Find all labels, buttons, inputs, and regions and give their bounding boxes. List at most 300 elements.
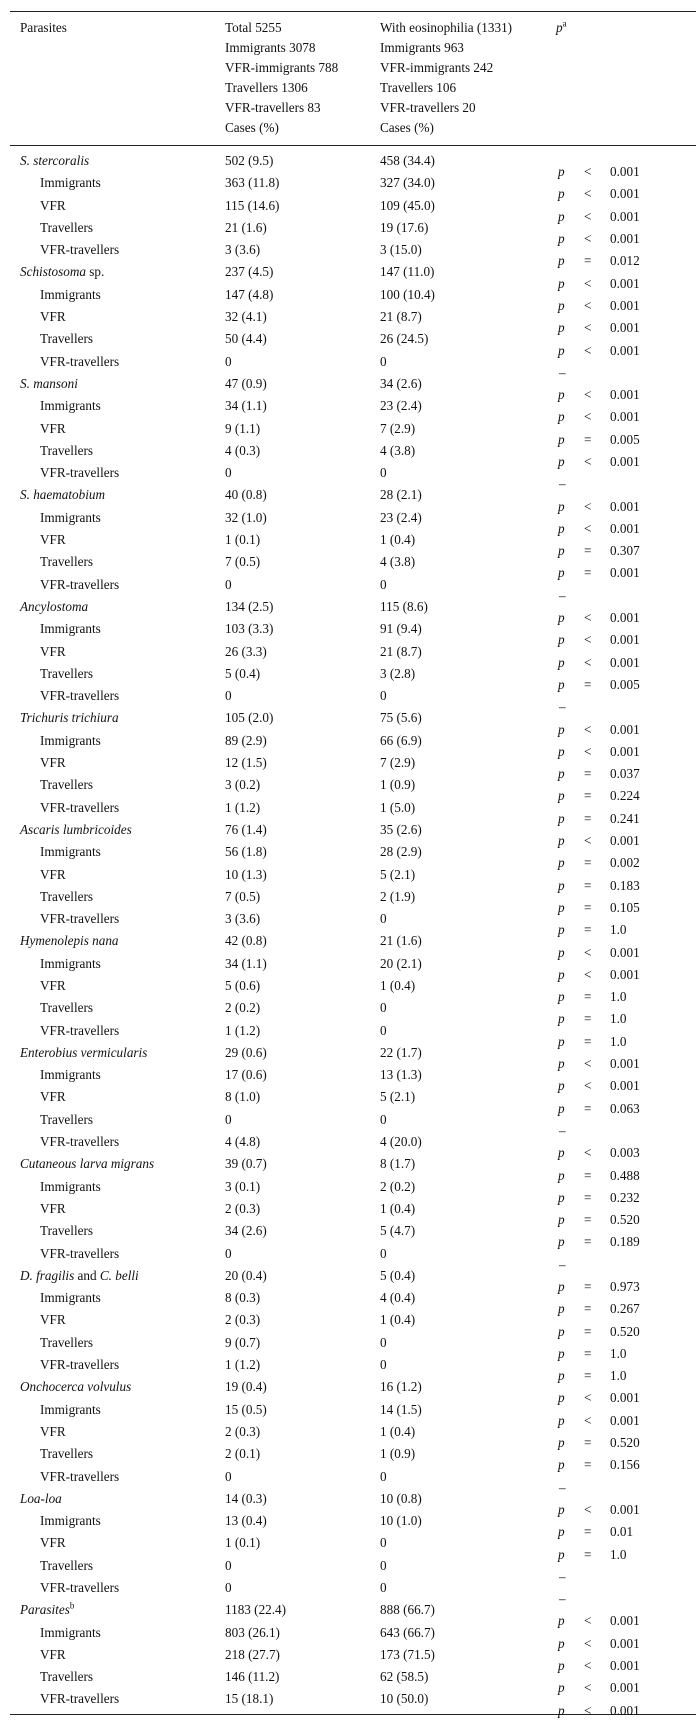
subgroup-name: Immigrants xyxy=(40,1067,101,1083)
p-number: 0.001 xyxy=(610,231,640,247)
parasite-name-cell xyxy=(10,1020,225,1042)
p-symbol: p xyxy=(558,743,565,759)
table-row xyxy=(10,1109,696,1131)
table-group-row xyxy=(10,373,696,395)
eosinophilia-cases-cell: 173 (71.5) xyxy=(380,1646,435,1662)
total-cases-cell: 40 (0.8) xyxy=(225,487,267,503)
p-number: 0.241 xyxy=(610,810,640,826)
parasite-name-cell xyxy=(10,1086,225,1108)
subgroup-name: VFR xyxy=(40,977,66,993)
p-symbol: p xyxy=(558,676,565,692)
parasite-name-cell xyxy=(10,1421,225,1443)
parasite-name-cell xyxy=(10,239,225,261)
p-symbol: p xyxy=(558,1100,565,1116)
p-value-cell xyxy=(556,328,696,358)
eosinophilia-cases-cell: 28 (2.1) xyxy=(380,487,422,503)
table-row xyxy=(10,886,696,908)
eosinophilia-cases-cell: 7 (2.9) xyxy=(380,420,416,436)
p-value-na: – xyxy=(559,587,566,603)
p-value-cell xyxy=(556,1421,696,1451)
p-symbol: p xyxy=(558,208,565,224)
p-value-cell xyxy=(556,172,696,202)
p-value-cell xyxy=(556,864,696,893)
total-cases-cell: 15 (0.5) xyxy=(225,1401,267,1417)
p-operator: < xyxy=(584,1412,592,1428)
total-cases-cell: 47 (0.9) xyxy=(225,375,267,391)
eosinophilia-cases-cell: 0 xyxy=(380,576,387,592)
table-row xyxy=(10,239,696,261)
parasite-name-cell xyxy=(10,841,225,863)
p-value-cell xyxy=(556,819,696,849)
table-row xyxy=(10,1443,696,1465)
p-number: 0.001 xyxy=(610,1412,640,1428)
p-symbol: p xyxy=(558,543,565,559)
p-value-cell xyxy=(556,1599,696,1629)
total-cases-cell: 1 (1.2) xyxy=(225,1357,261,1373)
eosinophilia-cases-cell: 2 (1.9) xyxy=(380,888,416,904)
parasite-name-cell xyxy=(10,685,225,707)
p-value-cell xyxy=(556,752,696,782)
subgroup-name: VFR xyxy=(40,1646,66,1662)
eosinophilia-cases-cell: 16 (1.2) xyxy=(380,1379,422,1395)
total-cases-cell: 0 xyxy=(225,1580,232,1595)
table-row xyxy=(10,1399,696,1421)
p-value-cell xyxy=(556,306,696,336)
parasite-name-cell xyxy=(10,1599,225,1621)
header-row xyxy=(10,12,696,146)
p-number: 0.012 xyxy=(610,253,640,269)
eosinophilia-cases-cell: 4 (3.8) xyxy=(380,554,416,570)
eosinophilia-cases-cell: 0 xyxy=(380,1468,387,1484)
p-operator: = xyxy=(584,899,592,915)
table-row xyxy=(10,1555,696,1577)
parasite-name-cell xyxy=(10,1376,225,1398)
subgroup-name: Travellers xyxy=(40,331,93,347)
table-group-row xyxy=(10,1599,696,1621)
p-operator: = xyxy=(584,1189,592,1205)
parasite-name-cell xyxy=(10,953,225,975)
total-cases-cell: 56 (1.8) xyxy=(225,844,267,860)
p-number: 0.001 xyxy=(610,520,640,536)
p-operator: < xyxy=(584,1145,592,1161)
total-cases-cell: 4 (4.8) xyxy=(225,1134,261,1150)
p-number: 0.183 xyxy=(610,877,640,893)
total-cases-cell: 3 (0.2) xyxy=(225,777,261,793)
table-row xyxy=(10,1176,696,1198)
parasite-footnote-marker: b xyxy=(69,1600,75,1611)
p-operator: = xyxy=(584,766,592,782)
subgroup-name: VFR xyxy=(40,866,66,882)
subgroup-name: Travellers xyxy=(40,442,93,458)
eosinophilia-cases-cell: 109 (45.0) xyxy=(380,197,435,213)
eosinophilia-cases-cell: 4 (3.8) xyxy=(380,442,416,458)
table-row xyxy=(10,730,696,752)
subgroup-name: VFR-travellers xyxy=(40,353,120,369)
p-operator: < xyxy=(584,454,592,469)
parasite-name-cell xyxy=(10,730,225,752)
parasite-name-cell xyxy=(10,1309,225,1331)
p-value-cell xyxy=(556,797,696,826)
p-operator: < xyxy=(584,520,592,536)
p-operator: < xyxy=(584,721,592,737)
p-value-cell xyxy=(556,1666,696,1696)
p-value-cell xyxy=(556,641,696,670)
total-cases-cell: 134 (2.5) xyxy=(225,598,274,614)
table-row xyxy=(10,1064,696,1086)
header-total-line: VFR-immigrants 788 xyxy=(225,60,339,75)
eosinophilia-cases-cell: 0 xyxy=(380,1557,387,1573)
p-number: 0.001 xyxy=(610,320,640,336)
header-eos-line: VFR-immigrants 242 xyxy=(380,60,494,75)
p-value-na: – xyxy=(559,699,566,715)
p-value-cell xyxy=(556,1243,696,1272)
eosinophilia-cases-cell: 147 (11.0) xyxy=(380,264,435,280)
eosinophilia-cases-cell: 14 (1.5) xyxy=(380,1401,422,1417)
eosinophilia-cases-cell: 1 (0.4) xyxy=(380,532,416,548)
parasite-name-cell xyxy=(10,574,225,596)
subgroup-name: Travellers xyxy=(40,665,93,681)
p-value-cell xyxy=(556,1510,696,1540)
p-operator: < xyxy=(584,1056,592,1072)
p-value-cell xyxy=(556,1443,696,1473)
p-symbol: p xyxy=(558,833,565,849)
p-number: 0.001 xyxy=(610,1635,640,1651)
p-symbol: p xyxy=(558,766,565,782)
subgroup-name: Immigrants xyxy=(40,1513,101,1529)
p-operator: = xyxy=(584,1457,592,1473)
p-operator: = xyxy=(584,1345,592,1361)
parasite-name-cell xyxy=(10,1577,225,1599)
parasite-name-cell xyxy=(10,1532,225,1554)
p-operator: < xyxy=(584,1613,592,1629)
eosinophilia-cases-cell: 0 xyxy=(380,1245,387,1261)
table-group-row xyxy=(10,596,696,618)
p-operator: < xyxy=(584,1390,592,1406)
p-number: 0.001 xyxy=(610,833,640,849)
subgroup-name: VFR xyxy=(40,755,66,771)
subgroup-name: VFR-travellers xyxy=(40,911,120,927)
total-cases-cell: 26 (3.3) xyxy=(225,643,267,659)
total-cases-cell: 2 (0.3) xyxy=(225,1200,261,1216)
p-value-cell xyxy=(556,1176,696,1205)
p-operator: < xyxy=(584,833,592,849)
subgroup-name: VFR-travellers xyxy=(40,1022,120,1038)
eosinophilia-cases-cell: 0 xyxy=(380,1357,387,1373)
subgroup-name: VFR-travellers xyxy=(40,1245,120,1261)
total-cases-cell: 3 (0.1) xyxy=(225,1178,261,1194)
parasite-name-cell xyxy=(10,1265,225,1287)
eosinophilia-cases-cell: 1 (5.0) xyxy=(380,799,416,815)
parasite-name-cell xyxy=(10,440,225,462)
p-number: 0.001 xyxy=(610,409,640,425)
p-operator: < xyxy=(584,1658,592,1674)
p-value-cell xyxy=(556,440,696,469)
eosinophilia-cases-cell: 5 (0.4) xyxy=(380,1267,416,1283)
p-operator: = xyxy=(584,1368,592,1384)
p-symbol: p xyxy=(558,1390,565,1406)
eosinophilia-cases-cell: 0 xyxy=(380,911,387,927)
parasite-name-cell xyxy=(10,351,225,373)
p-symbol: p xyxy=(558,1145,565,1161)
parasite-name-cell xyxy=(10,1109,225,1131)
subgroup-name: Travellers xyxy=(40,1557,93,1573)
subgroup-name: VFR xyxy=(40,309,66,325)
parasite-name-cell xyxy=(10,886,225,908)
p-symbol: p xyxy=(558,989,565,1005)
p-number: 0.488 xyxy=(610,1167,640,1183)
parasite-name-cell xyxy=(10,172,225,194)
table-row xyxy=(10,1354,696,1376)
p-number: 0.001 xyxy=(610,342,640,358)
p-number: 0.001 xyxy=(610,1613,640,1629)
total-cases-cell: 13 (0.4) xyxy=(225,1513,267,1529)
p-value-na: – xyxy=(559,476,566,492)
p-operator: = xyxy=(584,1167,592,1183)
table-row xyxy=(10,1287,696,1309)
p-value-cell xyxy=(556,1287,696,1317)
parasite-name-cell xyxy=(10,1064,225,1086)
p-value-na: – xyxy=(559,1122,566,1138)
p-value-na: – xyxy=(559,1591,566,1607)
eosinophilia-cases-cell: 34 (2.6) xyxy=(380,375,422,391)
parasite-name-cell xyxy=(10,752,225,774)
p-number: 0.037 xyxy=(610,766,640,782)
eosinophilia-cases-cell: 21 (8.7) xyxy=(380,309,422,325)
p-value-cell xyxy=(556,1309,696,1339)
table-row xyxy=(10,1086,696,1108)
p-value-cell xyxy=(556,930,696,960)
table-row xyxy=(10,1332,696,1354)
total-cases-cell: 9 (1.1) xyxy=(225,420,261,436)
subgroup-name: VFR xyxy=(40,532,66,548)
subgroup-name: VFR xyxy=(40,420,66,436)
p-number: 0.01 xyxy=(610,1524,634,1540)
table-group-row xyxy=(10,1376,696,1398)
table-row xyxy=(10,908,696,930)
p-symbol: p xyxy=(558,1167,565,1183)
table-row xyxy=(10,997,696,1019)
total-cases-cell: 34 (2.6) xyxy=(225,1223,267,1239)
p-symbol: p xyxy=(558,1301,565,1317)
subgroup-name: Immigrants xyxy=(40,732,101,748)
table-group-row xyxy=(10,484,696,506)
p-value-cell xyxy=(556,596,696,626)
parasite-name-cell xyxy=(10,1510,225,1532)
p-value-cell xyxy=(556,284,696,313)
p-value-na: – xyxy=(559,364,566,380)
parasite-name-cell xyxy=(10,1443,225,1465)
parasite-name: Enterobius vermicularis xyxy=(20,1044,148,1060)
table-group-row xyxy=(10,1488,696,1510)
eosinophilia-cases-cell: 888 (66.7) xyxy=(380,1602,435,1618)
parasite-name: Loa-loa xyxy=(20,1490,62,1506)
subgroup-name: Immigrants xyxy=(40,1624,101,1640)
p-value-cell xyxy=(556,1532,696,1562)
total-cases-cell: 15 (18.1) xyxy=(225,1688,380,1714)
subgroup-name: VFR xyxy=(40,1312,66,1328)
total-cases-cell: 29 (0.6) xyxy=(225,1044,267,1060)
p-number: 0.189 xyxy=(610,1234,640,1250)
table-group-row xyxy=(10,146,696,173)
p-value-cell xyxy=(556,1265,696,1294)
p-number: 1.0 xyxy=(610,1033,627,1049)
total-cases-cell: 76 (1.4) xyxy=(225,821,267,837)
p-symbol: p xyxy=(558,1501,565,1517)
table-row xyxy=(10,1020,696,1042)
table-group-row xyxy=(10,1153,696,1175)
parasite-name-cell xyxy=(10,797,225,819)
total-cases-cell: 4 (0.3) xyxy=(225,442,261,458)
header-eos-line: VFR-travellers 20 xyxy=(380,100,476,115)
total-cases-cell: 0 xyxy=(225,465,232,481)
parasite-name: S. haematobium xyxy=(20,487,105,503)
p-number: 0.001 xyxy=(610,1390,640,1406)
total-cases-cell: 0 xyxy=(225,1557,232,1573)
total-cases-cell: 218 (27.7) xyxy=(225,1646,280,1662)
eosinophilia-cases-cell: 91 (9.4) xyxy=(380,621,422,637)
p-number: 0.001 xyxy=(610,1056,640,1072)
p-symbol: p xyxy=(558,1635,565,1651)
p-number: 0.001 xyxy=(610,1680,640,1696)
subgroup-name: VFR-travellers xyxy=(40,1691,120,1707)
p-symbol: p xyxy=(558,1323,565,1339)
eosinophilia-cases-cell: 458 (34.4) xyxy=(380,153,435,168)
eosinophilia-cases-cell: 1 (0.9) xyxy=(380,777,416,793)
p-value-na: – xyxy=(559,1479,566,1495)
header-parasites-label: Parasites xyxy=(20,20,67,35)
table-row xyxy=(10,752,696,774)
p-operator: < xyxy=(584,387,592,403)
eosinophilia-cases-cell: 0 xyxy=(380,1000,387,1016)
p-operator: < xyxy=(584,342,592,358)
eosinophilia-cases-cell: 5 (2.1) xyxy=(380,1089,416,1105)
p-symbol: p xyxy=(558,409,565,425)
table-group-row xyxy=(10,1265,696,1287)
parasite-name-second: C. belli xyxy=(99,1267,139,1283)
p-operator: = xyxy=(584,543,592,559)
total-cases-cell: 5 (0.4) xyxy=(225,665,261,681)
p-number: 0.063 xyxy=(610,1100,640,1116)
subgroup-name: Immigrants xyxy=(40,621,101,637)
eosinophilia-cases-cell: 8 (1.7) xyxy=(380,1156,416,1172)
p-value-cell xyxy=(556,418,696,447)
table-row xyxy=(10,663,696,685)
total-cases-cell: 50 (4.4) xyxy=(225,331,267,347)
table-row xyxy=(10,1666,696,1688)
header-total xyxy=(225,12,380,146)
total-cases-cell: 115 (14.6) xyxy=(225,197,280,213)
p-number: 0.224 xyxy=(610,788,640,804)
p-symbol: p xyxy=(558,454,565,469)
p-value-cell xyxy=(556,1466,696,1495)
p-operator: = xyxy=(584,1278,592,1294)
table-row xyxy=(10,1466,696,1488)
p-value-cell xyxy=(556,975,696,1005)
table-group-row xyxy=(10,930,696,952)
p-symbol: p xyxy=(558,1457,565,1473)
table-group-row xyxy=(10,819,696,841)
p-value-cell xyxy=(556,1376,696,1406)
eosinophilia-cases-cell: 2 (0.2) xyxy=(380,1178,416,1194)
table-row xyxy=(10,1131,696,1153)
p-operator: < xyxy=(584,297,592,313)
total-cases-cell: 34 (1.1) xyxy=(225,955,267,971)
subgroup-name: Travellers xyxy=(40,1111,93,1127)
p-number: 0.001 xyxy=(610,632,640,648)
p-symbol: p xyxy=(558,1278,565,1294)
eosinophilia-cases-cell: 643 (66.7) xyxy=(380,1624,435,1640)
p-number: 0.001 xyxy=(610,654,640,670)
subgroup-name: Travellers xyxy=(40,1446,93,1462)
subgroup-name: Immigrants xyxy=(40,955,101,971)
eosinophilia-cases-cell: 1 (0.9) xyxy=(380,1446,416,1462)
p-value-cell xyxy=(556,841,696,871)
p-operator: = xyxy=(584,1033,592,1049)
p-symbol: p xyxy=(558,498,565,514)
table-row xyxy=(10,1421,696,1443)
parasite-name-cell xyxy=(10,997,225,1019)
p-number: 0.307 xyxy=(610,543,640,559)
parasite-name-cell xyxy=(10,507,225,529)
p-symbol: p xyxy=(558,944,565,960)
header-eos-line: Cases (%) xyxy=(380,120,434,135)
p-value-cell xyxy=(556,1688,696,1718)
p-operator: = xyxy=(584,788,592,804)
total-cases-cell: 1 (1.2) xyxy=(225,1022,261,1038)
parasite-name-conjunction: and xyxy=(74,1267,100,1283)
parasite-name-cell xyxy=(10,663,225,685)
total-cases-cell: 20 (0.4) xyxy=(225,1267,267,1283)
parasite-name: Parasites xyxy=(20,1602,70,1618)
subgroup-name: VFR xyxy=(40,643,66,659)
p-value-cell xyxy=(556,395,696,425)
total-cases-cell: 1 (0.1) xyxy=(225,1535,261,1551)
table-row xyxy=(10,618,696,640)
p-symbol: p xyxy=(558,164,565,180)
total-cases-cell: 1 (1.2) xyxy=(225,799,261,815)
parasite-name-cell xyxy=(10,1644,225,1666)
total-cases-cell: 502 (9.5) xyxy=(225,153,274,168)
parasite-name-cell xyxy=(10,1243,225,1265)
table-group-row xyxy=(10,707,696,729)
total-cases-cell: 0 xyxy=(225,688,232,704)
parasite-name: D. fragilis xyxy=(20,1267,75,1283)
parasite-name-suffix: sp. xyxy=(85,264,105,280)
eosinophilia-cases-cell: 1 (0.4) xyxy=(380,1200,416,1216)
p-operator: = xyxy=(584,1100,592,1116)
total-cases-cell: 1183 (22.4) xyxy=(225,1602,287,1618)
p-operator: = xyxy=(584,989,592,1005)
p-symbol: p xyxy=(558,855,565,871)
p-symbol: p xyxy=(558,387,565,403)
parasite-name: Ancylostoma xyxy=(20,598,89,614)
parasite-name-cell xyxy=(10,395,225,417)
total-cases-cell: 32 (1.0) xyxy=(225,509,267,525)
p-operator: < xyxy=(584,966,592,982)
total-cases-cell: 19 (0.4) xyxy=(225,1379,267,1395)
eosinophilia-cases-cell: 23 (2.4) xyxy=(380,398,422,414)
total-cases-cell: 103 (3.3) xyxy=(225,621,274,637)
table-row xyxy=(10,797,696,819)
p-number: 0.001 xyxy=(610,721,640,737)
p-symbol: p xyxy=(558,632,565,648)
p-operator: < xyxy=(584,944,592,960)
table-row xyxy=(10,306,696,328)
parasite-name: Trichuris trichiura xyxy=(20,710,119,726)
table-row xyxy=(10,462,696,484)
p-value-cell xyxy=(556,1488,696,1517)
p-value-cell xyxy=(556,1354,696,1384)
